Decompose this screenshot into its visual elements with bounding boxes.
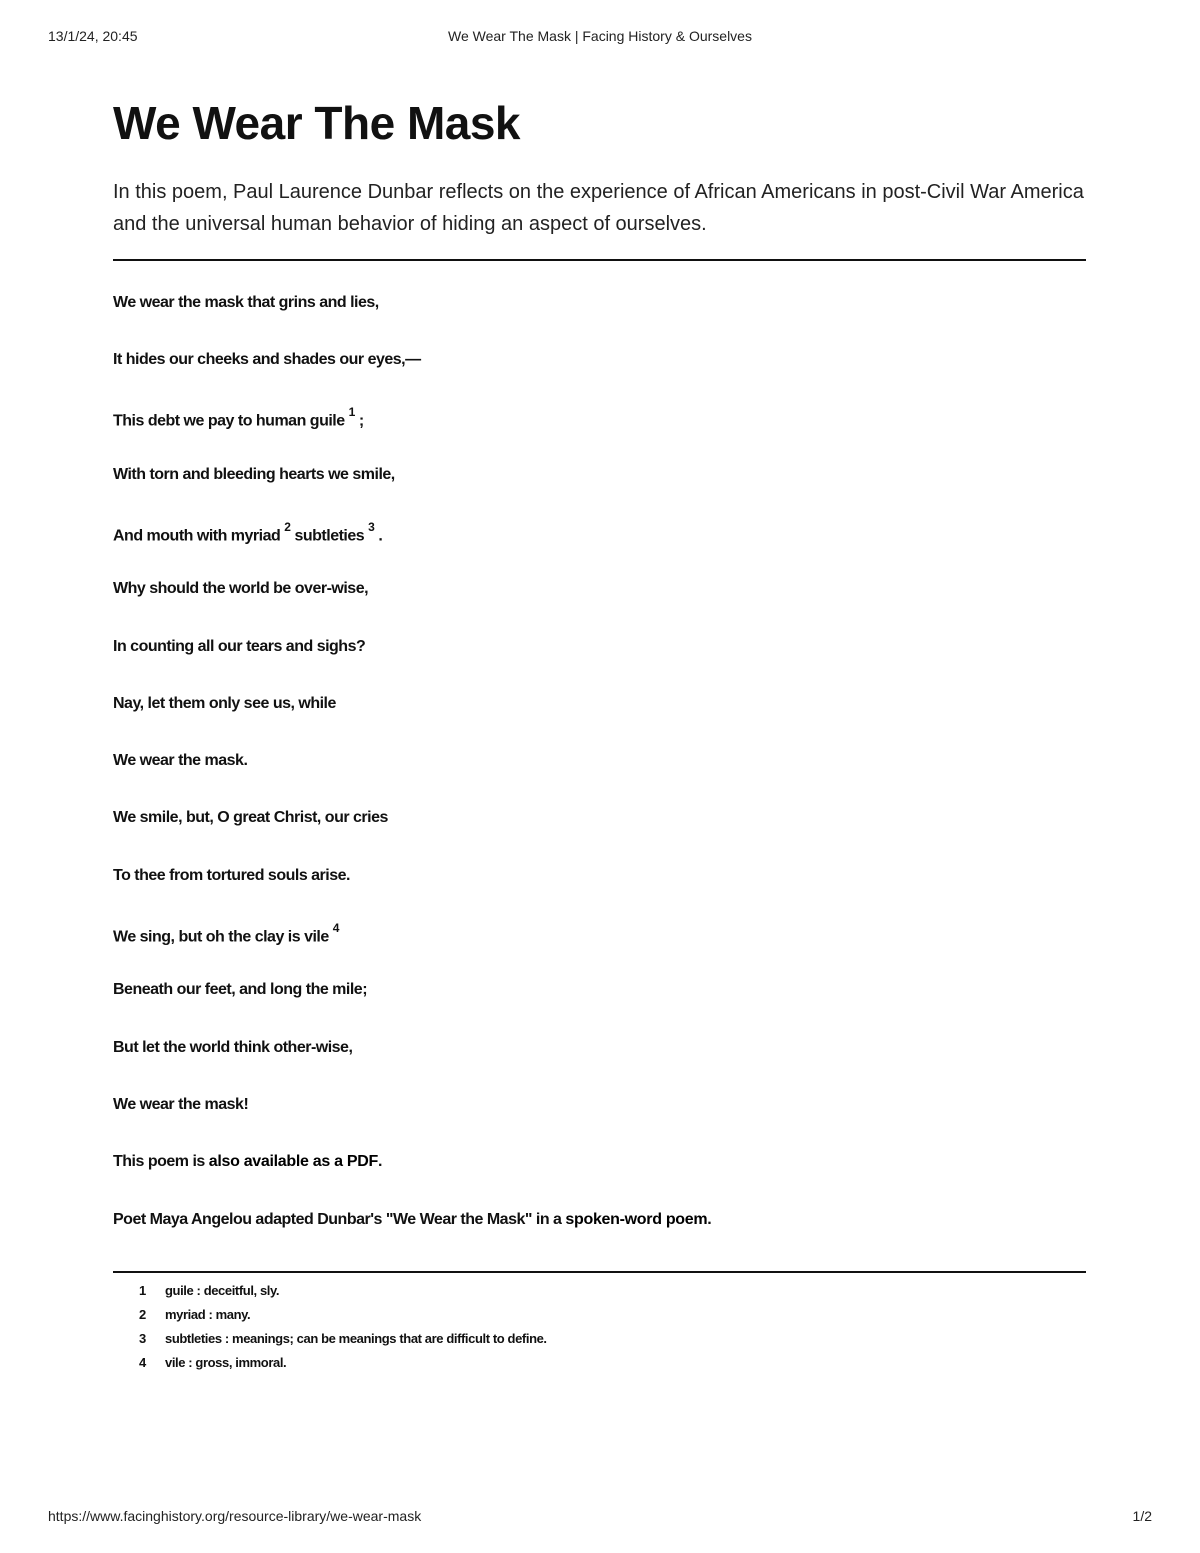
footnotes-list	[139, 1283, 547, 1379]
footnote-number: 2	[139, 1307, 146, 1322]
poem-line-8: Nay, let them only see us, while	[113, 695, 336, 712]
poem-line-3-text: This debt we pay to human guile	[113, 412, 345, 430]
angelou-note-suffix: .	[707, 1211, 712, 1228]
poem-line-14: But let the world think other-wise,	[113, 1039, 353, 1056]
poem-line-5-punct: .	[378, 527, 383, 545]
page-title: We Wear The Mask	[113, 97, 521, 149]
poem-line-12-text: We sing, but oh the clay is vile	[113, 928, 329, 946]
footnote-number: 4	[139, 1355, 146, 1370]
poem-line-1: We wear the mask that grins and lies,	[113, 294, 379, 311]
poem-line-11: To thee from tortured souls arise.	[113, 867, 350, 884]
poem-line-4: With torn and bleeding hearts we smile,	[113, 466, 395, 483]
print-page-number: 1/2	[1132, 1508, 1152, 1524]
print-datetime: 13/1/24, 20:45	[48, 28, 138, 44]
footnote-text: guile : deceitful, sly.	[165, 1283, 280, 1298]
footnote-text: myriad : many.	[165, 1307, 251, 1322]
poem-line-9: We wear the mask.	[113, 752, 248, 769]
angelou-note	[113, 1211, 711, 1229]
footnote-item	[139, 1283, 547, 1307]
footnote-item	[139, 1355, 547, 1379]
print-url: https://www.facinghistory.org/resource-library/we-wear-mask	[48, 1508, 422, 1524]
footnotes-divider	[113, 1271, 1086, 1273]
footnote-number: 3	[139, 1331, 146, 1346]
footnote-number: 1	[139, 1283, 146, 1298]
footnote-item	[139, 1307, 547, 1331]
pdf-note-suffix: .	[377, 1153, 382, 1170]
pdf-link[interactable]: also available as a PDF	[208, 1153, 378, 1170]
poem-line-12	[113, 921, 343, 946]
footnote-text: vile : gross, immoral.	[165, 1355, 287, 1370]
footnote-item	[139, 1331, 547, 1355]
poem-line-7: In counting all our tears and sighs?	[113, 638, 366, 655]
poem-line-3-punct: ;	[358, 412, 364, 430]
pdf-note-prefix: This poem is	[113, 1153, 205, 1170]
poem-line-3	[113, 405, 364, 430]
footnote-ref-2[interactable]: 2	[284, 520, 291, 534]
angelou-note-prefix: Poet Maya Angelou adapted Dunbar's "We Wear the Mask" in a	[113, 1211, 562, 1228]
footnote-ref-3[interactable]: 3	[368, 520, 375, 534]
poem-line-13: Beneath our feet, and long the mile;	[113, 981, 368, 998]
poem-line-10: We smile, but, O great Christ, our cries	[113, 809, 388, 826]
spoken-word-poem-link[interactable]: spoken-word poem	[565, 1211, 708, 1228]
print-page-title: We Wear The Mask | Facing History & Ourselves	[448, 28, 752, 44]
poem-line-5-text: And mouth with myriad	[113, 527, 281, 545]
top-divider	[113, 259, 1086, 261]
poem-line-6: Why should the world be over-wise,	[113, 580, 369, 597]
poem-line-5-mid: subtleties	[294, 527, 365, 545]
intro-paragraph: In this poem, Paul Laurence Dunbar reflects on the experience of African Americans in post-Civil War America and the universal human behavior of hiding an aspect of ourselves.	[113, 181, 1084, 235]
footnote-text: subtleties : meanings; can be meanings that are difficult to define.	[165, 1331, 547, 1346]
footnote-ref-4[interactable]: 4	[332, 921, 339, 935]
poem-line-2: It hides our cheeks and shades our eyes,—	[113, 351, 421, 368]
print-header	[48, 28, 1152, 48]
print-footer	[48, 1508, 1152, 1528]
poem-line-5	[113, 520, 383, 545]
footnote-ref-1[interactable]: 1	[348, 405, 355, 419]
pdf-note	[113, 1153, 382, 1171]
poem-line-15: We wear the mask!	[113, 1096, 249, 1113]
